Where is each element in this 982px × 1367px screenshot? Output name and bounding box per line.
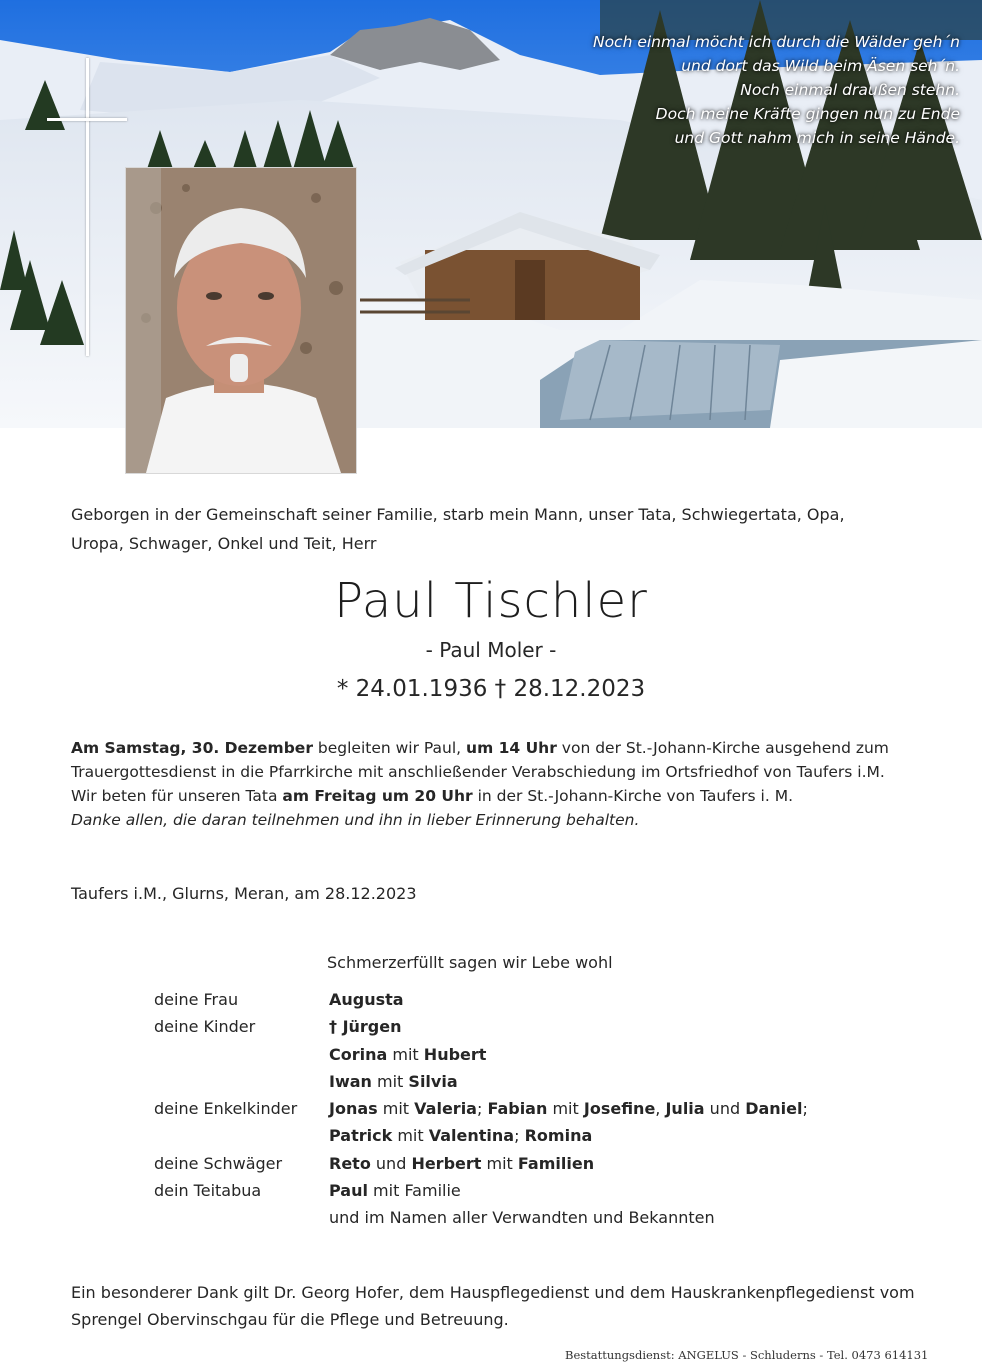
- intro-line: Geborgen in der Gemeinschaft seiner Familie, starb mein Mann, unser Tata, Schwiegertata, Opa,: [71, 505, 845, 524]
- connector: mit: [377, 1071, 404, 1091]
- poem-line: und Gott nahm mich in seine Hände.: [674, 129, 960, 147]
- farewell-text: Schmerzerfüllt sagen wir Lebe wohl: [327, 953, 613, 972]
- thanks-line: Ein besonderer Dank gilt Dr. Georg Hofer, dem Hauspflegedienst und dem Hauskrankenpflegedienst vom: [71, 1283, 915, 1302]
- funeral-text: begleiten wir Paul,: [312, 739, 467, 757]
- poem-line: und dort das Wild beim Äsen seh´n.: [681, 57, 960, 75]
- intro-text: [71, 500, 845, 558]
- funeral-time: um 14 Uhr: [466, 739, 557, 757]
- mourner-name: Iwan: [329, 1071, 372, 1091]
- connector: mit: [392, 1044, 419, 1064]
- funeral-line-1: [71, 736, 889, 760]
- poem: [540, 30, 960, 150]
- prayer-text: in der St.-Johann-Kirche von Taufers i. M.: [472, 787, 794, 805]
- mourner-name: Julia: [665, 1099, 705, 1119]
- mourner-name: Daniel: [745, 1099, 803, 1119]
- portrait-photo: [125, 167, 357, 474]
- mourner-name: Hubert: [423, 1044, 487, 1064]
- poem-line: Doch meine Kräfte gingen nun zu Ende: [655, 105, 960, 123]
- connector: und: [709, 1099, 741, 1119]
- connector: mit: [382, 1099, 410, 1119]
- closing-line: und im Namen aller Verwandten und Bekannten: [329, 1208, 715, 1228]
- relation-label: deine Schwäger: [154, 1153, 283, 1173]
- intro-line: Uropa, Schwager, Onkel und Teit, Herr: [71, 534, 377, 553]
- mourner-name: Fabian: [487, 1099, 548, 1119]
- relation-label: deine Kinder: [154, 1017, 256, 1037]
- mourner-name: Patrick: [329, 1126, 393, 1146]
- mourner-name: Valentina: [428, 1126, 515, 1146]
- poem-line: Noch einmal möcht ich durch die Wälder geh´n: [592, 33, 960, 51]
- mourner-name: Reto: [329, 1153, 371, 1173]
- nickname: - Paul Moler -: [425, 638, 557, 662]
- mourner-name: Augusta: [329, 990, 404, 1009]
- connector: mit Familie: [367, 1181, 461, 1201]
- connector: mit: [397, 1126, 424, 1146]
- mourner-name: Silvia: [408, 1071, 458, 1091]
- connector: mit: [486, 1153, 513, 1173]
- mourner-name: Corina: [329, 1044, 388, 1064]
- mourner-name: Romina: [524, 1126, 593, 1146]
- prayer-text: Wir beten für unseren Tata: [71, 787, 283, 805]
- mourner-name: Herbert: [411, 1153, 482, 1173]
- cross-icon-bar: [47, 118, 127, 121]
- prayer-time: am Freitag um 20 Uhr: [282, 787, 473, 805]
- funeral-line-4: [71, 808, 889, 832]
- relation-label: deine Enkelkinder: [154, 1099, 298, 1119]
- funeral-line-3: [71, 784, 889, 808]
- mourner-name: Valeria: [414, 1099, 477, 1119]
- cross-icon: [86, 58, 89, 356]
- place-date: Taufers i.M., Glurns, Meran, am 28.12.2023: [71, 884, 417, 903]
- deceased-name: Paul Tischler: [334, 573, 648, 629]
- funeral-line-2: Trauergottesdienst in die Pfarrkirche mit anschließender Verabschiedung im Ortsfriedhof von Taufers i.M.: [71, 763, 885, 781]
- poem-line: Noch einmal draußen stehn.: [740, 81, 960, 99]
- mourner-name: Josefine: [583, 1099, 656, 1119]
- mourner-name: Jonas: [329, 1099, 378, 1119]
- funeral-date: Am Samstag, 30. Dezember: [71, 739, 313, 757]
- thanks-italic: Danke allen, die daran teilnehmen und ihn in lieber Erinnerung behalten.: [71, 811, 640, 829]
- funeral-text: von der St.-Johann-Kirche ausgehend zum: [556, 739, 889, 757]
- mourner-name: Familien: [517, 1153, 595, 1173]
- life-dates: * 24.01.1936 † 28.12.2023: [336, 676, 646, 702]
- mourner-name: † Jürgen: [329, 1017, 402, 1037]
- thanks-line: Sprengel Obervinschgau für die Pflege und Betreuung.: [71, 1310, 509, 1329]
- relation-label: dein Teitabua: [154, 1181, 262, 1201]
- connector: mit: [552, 1099, 579, 1119]
- funeral-service-footer: Bestattungsdienst: ANGELUS - Schluderns - Tel. 0473 614131: [565, 1348, 929, 1362]
- connector: und: [375, 1153, 407, 1173]
- funeral-details: [71, 736, 889, 832]
- relation-label: deine Frau: [154, 990, 239, 1009]
- thanks-text: [71, 1279, 915, 1333]
- mourner-name: Paul: [329, 1181, 368, 1201]
